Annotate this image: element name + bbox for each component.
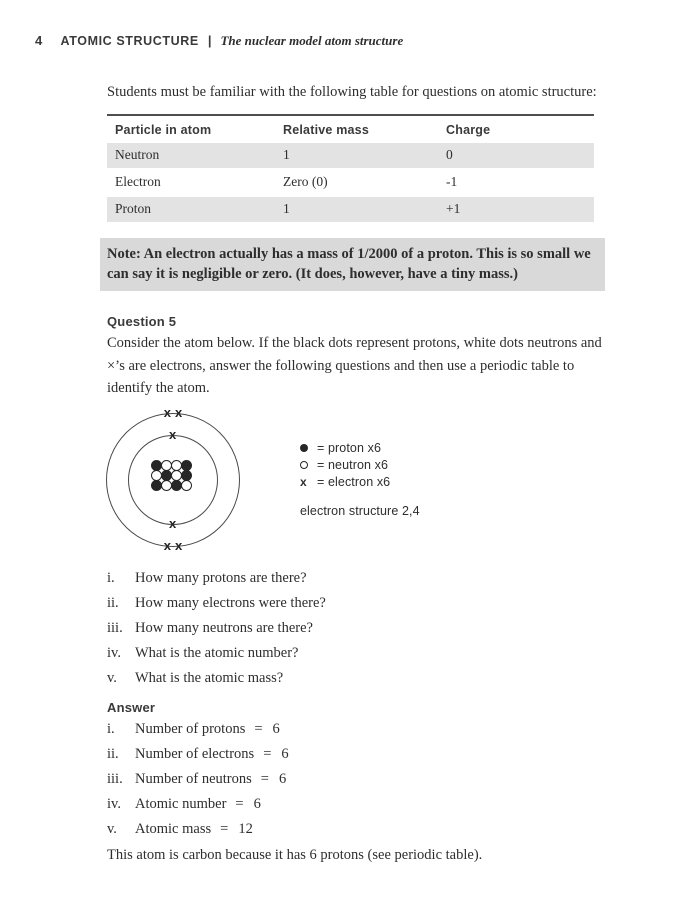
answer-value: 6 [253,796,261,812]
item-text: How many electrons were there? [135,594,326,611]
table-cell: 1 [283,201,290,216]
table-cell: Proton [115,201,152,216]
list-item [107,571,607,586]
equals-sign: = [260,771,269,787]
answer-value: 6 [281,746,289,762]
answer-label: Number of protons [135,721,246,737]
item-numeral: i. [107,569,115,586]
table-cell: Zero (0) [283,174,328,189]
equals-sign: = [263,746,272,762]
list-item [107,671,607,686]
table-row [107,196,594,223]
legend-label: = electron x6 [317,475,391,489]
neutron-dot [181,480,192,491]
page-number: 4 [35,33,43,48]
electron-structure-caption: electron structure 2,4 [300,503,420,518]
nucleus [151,460,191,490]
table-cell: -1 [446,174,458,189]
answer-label: Number of electrons [135,746,255,762]
table-row [107,169,594,196]
question-body: Consider the atom below. If the black dots represent protons, white dots neutrons and ×’s are electrons, answer the following questions and then use a periodic table to identify the atom. [107,335,602,396]
electron-x-icon: x [300,475,307,489]
question-title: Question 5 [107,314,177,329]
list-item [107,646,607,661]
answer-label: Atomic mass [135,821,212,837]
proton-dot [181,460,192,471]
equals-sign: = [220,821,229,837]
list-item [107,772,607,787]
item-numeral: ii. [107,594,119,611]
page-content [107,82,607,864]
table-cell: Electron [115,174,161,189]
list-item [107,797,607,812]
proton-dot-icon [300,444,308,452]
outer-shell-electrons-top [158,404,188,420]
header-separator: | [207,33,212,48]
item-numeral: iv. [107,644,121,661]
legend-item-proton [300,440,420,457]
question-list [107,571,607,686]
item-numeral: v. [107,669,117,686]
section-title: ATOMIC STRUCTURE [60,34,199,48]
table-cell: Neutron [115,147,160,162]
item-numeral: v. [107,821,117,837]
equals-sign: = [235,796,244,812]
item-numeral: iii. [107,771,123,787]
table-cell: 0 [446,147,453,162]
particle-table [107,114,594,224]
table-cell: +1 [446,201,461,216]
legend-label: = neutron x6 [317,458,389,472]
list-item [107,822,607,837]
proton-dot [181,470,192,481]
electron-x-mark: x [169,515,177,531]
note-box: Note: An electron actually has a mass of 1/2000 of a proton. This is so small we can say it is negligible or zero. (It does, however, have a tiny mass.) [100,238,605,291]
table-header-cell: Relative mass [275,115,438,143]
answer-value: 6 [272,721,280,737]
legend-label: = proton x6 [317,441,381,455]
item-numeral: iv. [107,796,121,812]
table-header-row [107,115,594,143]
item-text: What is the atomic number? [135,644,299,661]
list-item [107,747,607,762]
item-text: What is the atomic mass? [135,669,284,686]
item-numeral: iii. [107,619,123,636]
outer-shell-electrons-bottom [158,537,188,553]
atom-diagram-section [104,404,607,555]
electron-x-mark: x [169,426,177,442]
legend-item-electron [300,474,420,491]
answer-title: Answer [107,700,156,715]
answer-value: 6 [278,771,287,787]
neutron-dot-icon [300,461,308,469]
legend-item-neutron [300,457,420,474]
item-numeral: i. [107,721,115,737]
item-numeral: ii. [107,746,119,762]
list-item [107,621,607,636]
list-item [107,722,607,737]
answer-label: Number of neutrons [135,771,252,787]
answer-label: Atomic number [135,796,227,812]
table-cell: 1 [283,147,290,162]
electron-x-mark: x [163,537,171,553]
list-item [107,596,607,611]
electron-x-mark: x [175,404,183,420]
table-header-cell: Particle in atom [107,115,275,143]
conclusion-text: This atom is carbon because it has 6 protons (see periodic table). [107,847,483,863]
intro-text: Students must be familiar with the following table for questions on atomic structure: [107,84,597,100]
chapter-title: The nuclear model atom structure [220,33,404,48]
diagram-legend [300,409,420,555]
answer-value: 12 [238,821,253,837]
table-header-cell: Charge [438,115,594,143]
atom-diagram [104,404,256,555]
page-header [35,33,403,49]
item-text: How many neutrons are there? [135,619,313,636]
electron-x-mark: x [175,537,183,553]
electron-x-mark: x [163,404,171,420]
item-text: How many protons are there? [135,569,307,586]
equals-sign: = [254,721,263,737]
table-row [107,143,594,169]
answer-list [107,722,607,837]
